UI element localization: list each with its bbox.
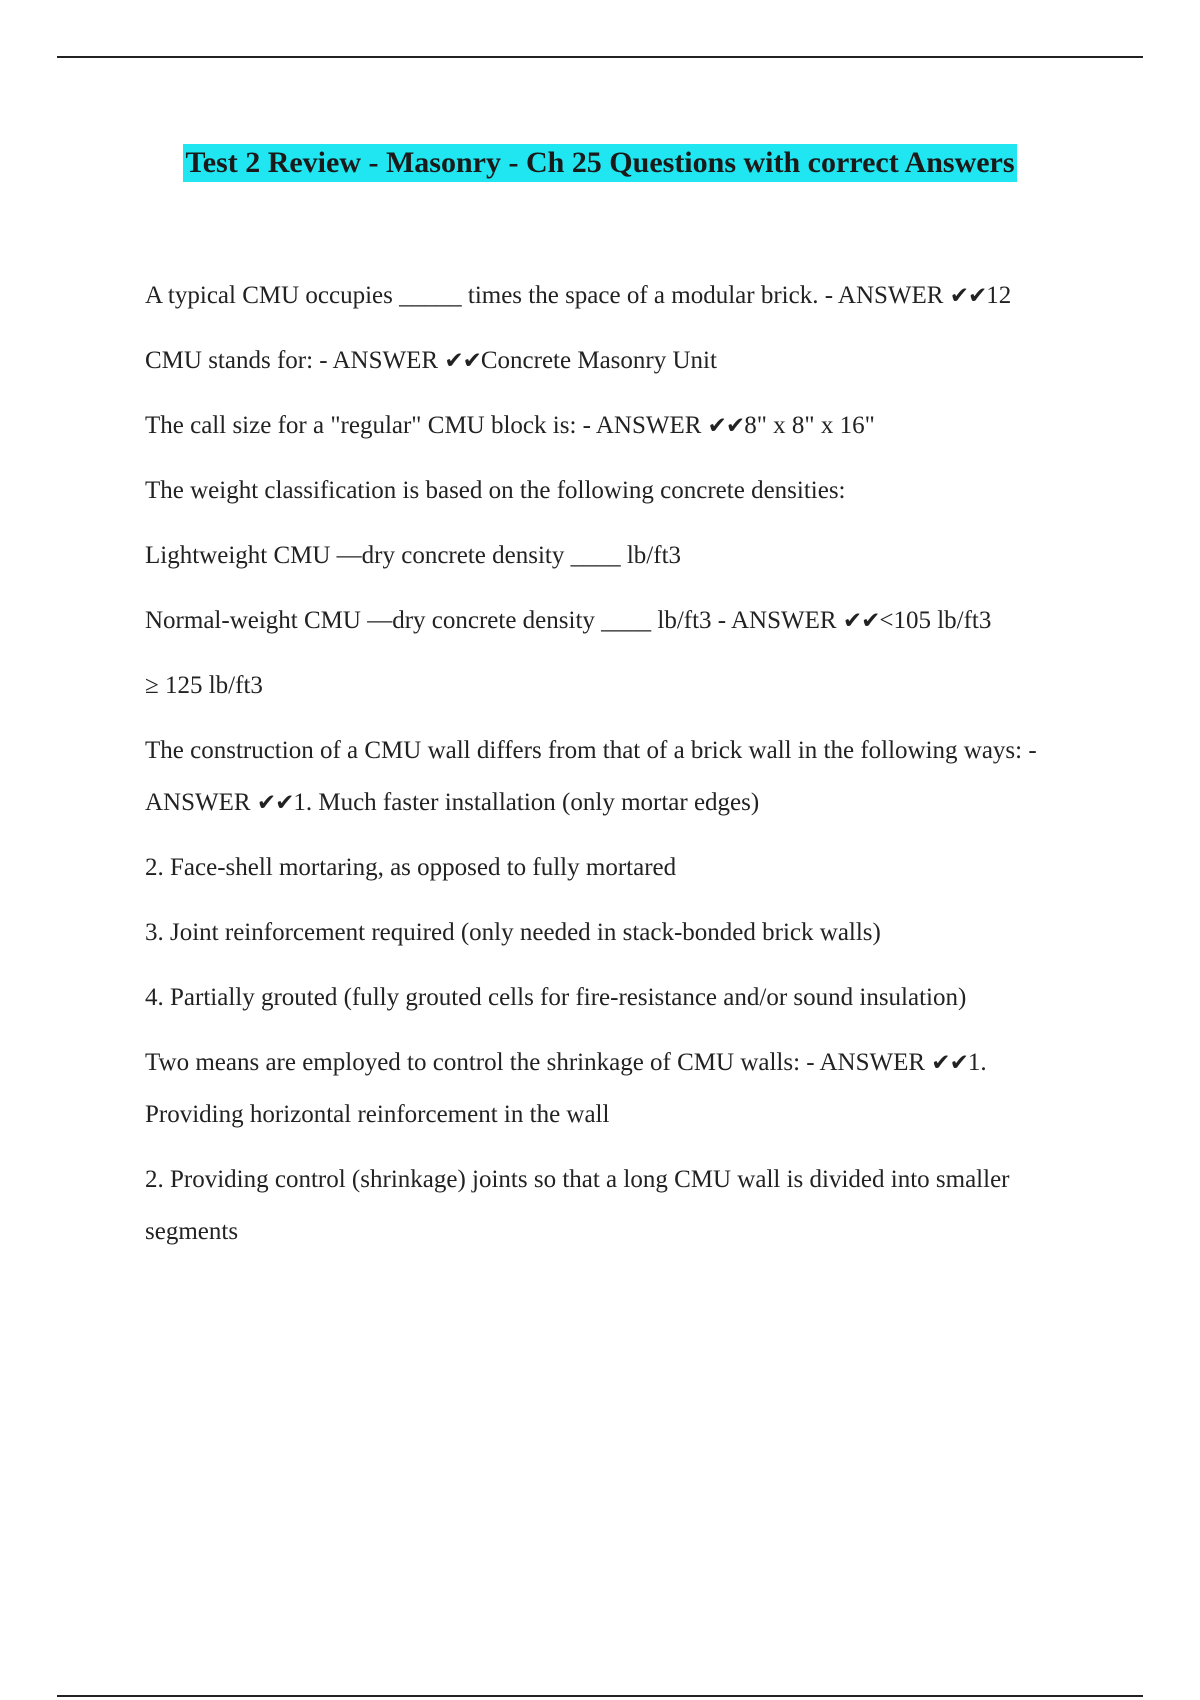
footer-rule xyxy=(57,1695,1143,1697)
answer-check-icon: ✔✔ xyxy=(842,608,880,634)
answer-check-icon: ✔✔ xyxy=(931,1050,968,1076)
answer-check-icon: ✔✔ xyxy=(707,413,745,439)
qa-paragraph xyxy=(145,335,1085,387)
text-paragraph: 3. Joint reinforcement required (only needed in stack-bonded brick walls) xyxy=(145,919,881,946)
question-text: A typical CMU occupies _____ times the space of a modular brick. - ANSWER xyxy=(145,282,950,309)
question-text: Normal-weight CMU —dry concrete density ____ lb/ft3 - ANSWER xyxy=(145,607,843,634)
answer-text: Concrete Masonry Unit xyxy=(480,347,717,374)
answer-check-icon: ✔✔ xyxy=(444,348,481,374)
text-paragraph: ≥ 125 lb/ft3 xyxy=(145,672,263,699)
qa-paragraph xyxy=(145,400,1085,452)
question-text: The call size for a "regular" CMU block is: - ANSWER xyxy=(145,412,708,439)
answer-text: 1. Much faster installation (only mortar edges) xyxy=(293,789,760,816)
text-paragraph: 4. Partially grouted (fully grouted cells for fire-resistance and/or sound insulation) xyxy=(145,984,967,1011)
document-title: Test 2 Review - Masonry - Ch 25 Questions with correct Answers xyxy=(183,144,1016,182)
text-paragraph: 2. Providing control (shrinkage) joints so that a long CMU wall is divided into smaller segments xyxy=(145,1166,1010,1245)
answer-text: 12 xyxy=(986,282,1012,309)
title-container xyxy=(0,144,1200,182)
question-text: Two means are employed to control the shrinkage of CMU walls: - ANSWER xyxy=(145,1049,932,1076)
qa-paragraph xyxy=(145,595,1085,647)
text-paragraph: The weight classification is based on the following concrete densities: xyxy=(145,477,846,504)
header-rule xyxy=(57,56,1143,58)
qa-paragraph xyxy=(145,1037,1085,1141)
qa-paragraph xyxy=(145,270,1085,322)
question-text: CMU stands for: - ANSWER xyxy=(145,347,445,374)
question-text: The construction of a CMU wall differs from that of a brick wall in the following ways: - ANSWER xyxy=(145,737,1037,816)
answer-text: 1. Providing horizontal reinforcement in the wall xyxy=(145,1049,987,1128)
answer-check-icon: ✔✔ xyxy=(256,790,294,816)
text-paragraph: Lightweight CMU —dry concrete density ____ lb/ft3 xyxy=(145,542,682,569)
answer-text: 8" x 8" x 16" xyxy=(744,412,875,439)
answer-check-icon: ✔✔ xyxy=(949,283,987,309)
text-paragraph: 2. Face-shell mortaring, as opposed to fully mortared xyxy=(145,854,677,881)
document-body xyxy=(145,270,1085,1258)
qa-paragraph xyxy=(145,725,1085,829)
answer-text: <105 lb/ft3 xyxy=(879,607,992,634)
